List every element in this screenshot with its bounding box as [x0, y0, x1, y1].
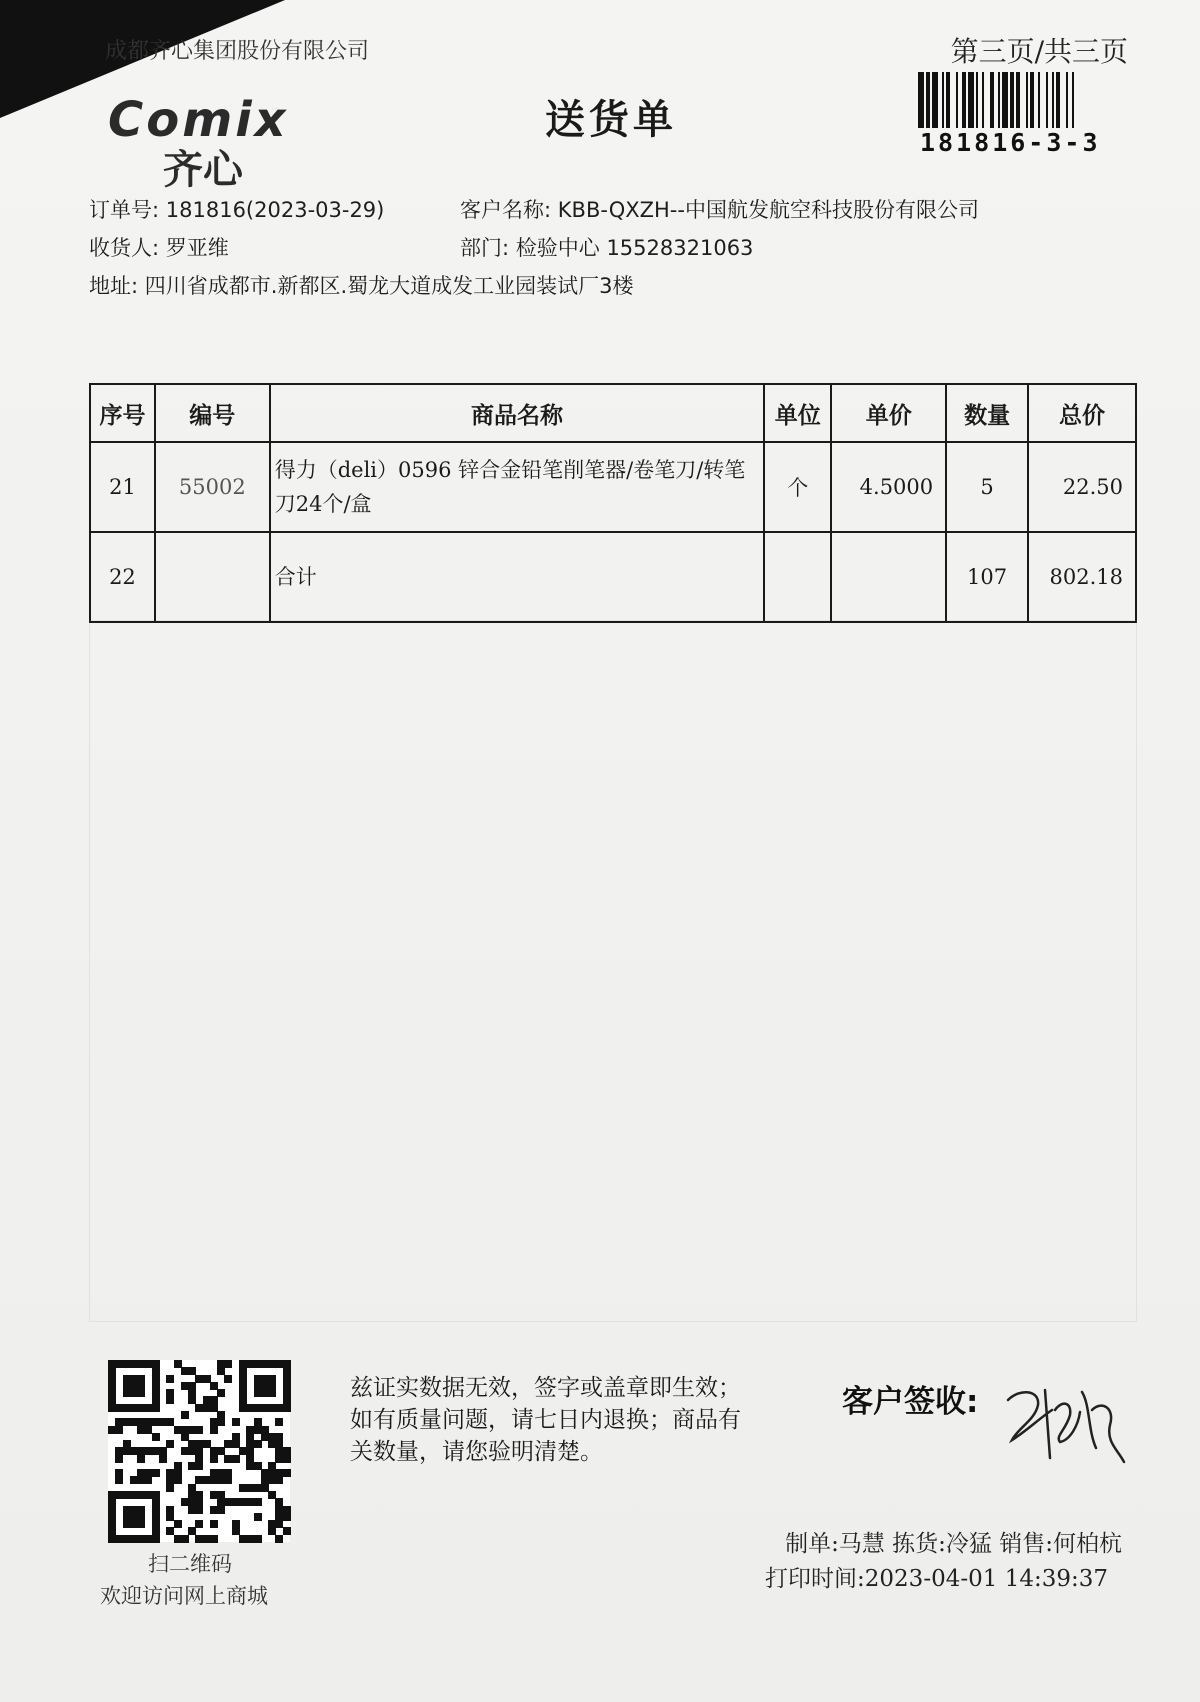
notice-text: 兹证实数据无效，签字或盖章即生效；如有质量问题，请七日内退换；商品有关数量，请您验明清楚。	[350, 1375, 741, 1465]
address-row	[89, 270, 633, 300]
page-info: 第三页/共三页	[950, 35, 1128, 68]
receiver-value: 罗亚维	[165, 236, 229, 260]
address-label: 地址:	[89, 274, 139, 298]
cell-total: 22.50	[1028, 442, 1136, 532]
items-table	[89, 383, 1137, 623]
department-row	[460, 232, 753, 262]
logo-text-en: Comix	[108, 92, 289, 148]
order-number-label: 订单号:	[89, 198, 160, 222]
staff-line: 制单:马慧 拣货:冷猛 销售:何柏杭	[785, 1531, 1122, 1557]
cell-unit-price	[831, 532, 946, 622]
header-unit-price: 单价	[831, 384, 946, 442]
header-code: 编号	[155, 384, 270, 442]
barcode-image	[918, 72, 1123, 128]
cell-product-name: 合计	[270, 532, 765, 622]
cell-seq: 22	[90, 532, 155, 622]
cell-unit	[764, 532, 831, 622]
table-header-row	[90, 384, 1136, 442]
comix-logo	[108, 92, 348, 193]
cell-unit-price: 4.5000	[831, 442, 946, 532]
header-product-name: 商品名称	[270, 384, 765, 442]
qr-code-image	[108, 1360, 290, 1542]
company-name: 成都齐心集团股份有限公司	[105, 39, 370, 64]
customer-label: 客户名称:	[460, 198, 552, 222]
cell-unit: 个	[764, 442, 831, 532]
address-value: 四川省成都市.新都区.蜀龙大道成发工业园装试厂3楼	[144, 274, 634, 298]
qr-caption-scan: 扫二维码	[148, 1552, 232, 1576]
header-seq: 序号	[90, 384, 155, 442]
barcode-number: 181816-3-3	[920, 128, 1101, 157]
cell-code: 55002	[155, 442, 270, 532]
receiver-label: 收货人:	[89, 236, 160, 260]
customer-row	[460, 194, 979, 224]
customer-sign-label: 客户签收:	[842, 1384, 979, 1420]
header-unit: 单位	[764, 384, 831, 442]
order-number-value: 181816(2023-03-29)	[165, 198, 385, 222]
cell-code	[155, 532, 270, 622]
handwritten-signature	[1000, 1370, 1130, 1480]
qr-caption-welcome: 欢迎访问网上商城	[100, 1584, 268, 1608]
logo-text-cn: 齐心	[163, 147, 243, 193]
table-row-summary	[90, 532, 1136, 622]
cell-quantity: 107	[946, 532, 1028, 622]
header-total: 总价	[1028, 384, 1136, 442]
cell-seq: 21	[90, 442, 155, 532]
show-through-grid	[89, 620, 1137, 1322]
order-number-row	[89, 194, 384, 224]
department-label: 部门:	[460, 236, 510, 260]
receiver-row	[89, 232, 229, 262]
print-time: 打印时间:2023-04-01 14:39:37	[765, 1566, 1108, 1592]
cell-quantity: 5	[946, 442, 1028, 532]
customer-value: KBB-QXZH--中国航发航空科技股份有限公司	[557, 198, 979, 222]
table-row	[90, 442, 1136, 532]
document-title: 送货单	[545, 97, 677, 143]
header-quantity: 数量	[946, 384, 1028, 442]
cell-total: 802.18	[1028, 532, 1136, 622]
department-value: 检验中心 15528321063	[515, 236, 754, 260]
cell-product-name: 得力（deli）0596 锌合金铅笔削笔器/卷笔刀/转笔刀24个/盒	[270, 442, 765, 532]
